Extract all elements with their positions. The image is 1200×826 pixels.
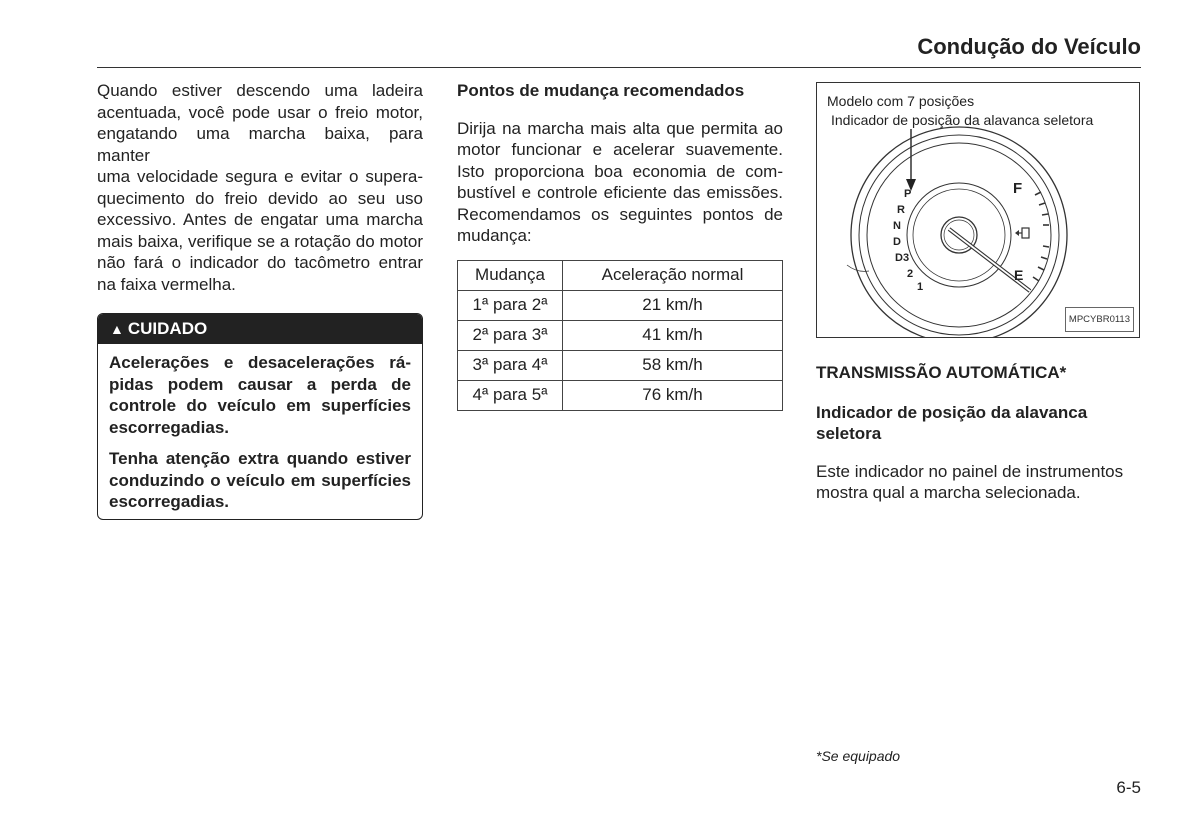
text-line: bustível e controle eficiente das emissões. xyxy=(457,183,783,202)
caution-paragraph-2 xyxy=(109,448,411,513)
text-line: pidas podem causar a perda de xyxy=(109,374,411,394)
text-line: escorregadias. xyxy=(109,417,230,437)
shift-points-paragraph xyxy=(457,118,783,247)
section-title: TRANSMISSÃO AUTOMÁTICA* xyxy=(816,363,1067,382)
text-line: uma velocidade segura e evitar o supera- xyxy=(97,167,423,186)
fuel-full-label: F xyxy=(1013,180,1023,197)
text-line: na faixa vermelha. xyxy=(97,274,236,294)
table-row xyxy=(458,380,783,410)
subsection-title xyxy=(816,402,1142,445)
figure-code: MPCYBR0113 xyxy=(1065,307,1134,333)
caution-title: CUIDADO xyxy=(127,319,208,338)
intro-paragraph xyxy=(97,80,423,295)
indicator-paragraph xyxy=(816,461,1142,504)
text-line: conduzindo o veículo em superfícies xyxy=(109,470,411,490)
table-cell: 58 km/h xyxy=(563,350,783,380)
caution-header xyxy=(98,314,422,344)
fuel-pump-icon xyxy=(1015,228,1029,238)
text-line: mostra qual a marcha selecionada. xyxy=(816,483,1081,502)
text-line: motor funcionar e acelerar suavemente. xyxy=(457,140,783,159)
text-line: Quando estiver descendo uma ladeira xyxy=(97,81,423,100)
fuel-empty-label: E xyxy=(1014,267,1024,283)
text-line: Este indicador no painel de instrumentos xyxy=(816,461,1124,481)
column-left xyxy=(97,80,423,520)
text-line: Recomendamos os seguintes pontos de xyxy=(457,204,783,224)
text-line: acentuada, você pode usar o freio motor, xyxy=(97,102,423,122)
table-cell: 3ª para 4ª xyxy=(458,350,563,380)
gear-letter-n: N xyxy=(893,220,901,232)
table-cell: 1ª para 2ª xyxy=(458,290,563,320)
gear-letter-r: R xyxy=(897,204,905,216)
text-line: mais baixa, verifique se a rotação do motor xyxy=(97,231,423,251)
text-line: controle do veículo em superfícies xyxy=(109,396,411,415)
footnote: *Se equipado xyxy=(816,748,901,764)
text-line: escorregadias. xyxy=(109,492,230,511)
gear-letter-1: 1 xyxy=(917,281,924,293)
gear-letter-d3: D3 xyxy=(895,252,910,264)
caution-box xyxy=(97,313,423,520)
table-header-cell: Aceleração normal xyxy=(563,260,783,290)
header-rule xyxy=(97,67,1141,68)
table-row xyxy=(458,290,783,320)
text-line: não fará o indicador do tacômetro entrar xyxy=(97,253,423,272)
text-line: Dirija na marcha mais alta que permita ao xyxy=(457,118,783,138)
text-line: Isto proporciona boa economia de com- xyxy=(457,161,783,181)
column-middle xyxy=(457,80,783,411)
text-line: mudança: xyxy=(457,226,532,245)
gear-letter-p: P xyxy=(904,188,912,200)
text-line: Indicador de posição da alavanca xyxy=(816,402,1088,422)
text-line: quecimento do freio devido ao seu uso xyxy=(97,188,423,208)
gear-letter-2: 2 xyxy=(907,268,914,280)
shift-points-table xyxy=(457,260,783,411)
column-right xyxy=(816,80,1142,504)
text-line: seletora xyxy=(816,424,882,443)
text-line: Tenha atenção extra quando estiver xyxy=(109,449,411,468)
text-line: engatando uma marcha baixa, para manter xyxy=(97,124,423,165)
shift-points-heading: Pontos de mudança recomendados xyxy=(457,81,745,100)
page-header-title: Condução do Veículo xyxy=(917,34,1141,59)
table-header-row xyxy=(458,260,783,290)
figure-label-model: Modelo com 7 posições xyxy=(827,93,975,109)
text-line: excessivo. Antes de engatar uma marcha xyxy=(97,210,423,229)
table-cell: 41 km/h xyxy=(563,320,783,350)
table-cell: 4ª para 5ª xyxy=(458,380,563,410)
gear-letter-d: D xyxy=(893,236,901,248)
caution-paragraph-1 xyxy=(109,352,411,438)
figure-label-indicator: Indicador de posição da alavanca seletora xyxy=(831,112,1094,128)
page-number: 6-5 xyxy=(1116,778,1141,797)
text-line: Acelerações e desacelerações rá- xyxy=(109,353,411,372)
table-cell: 21 km/h xyxy=(563,290,783,320)
table-header-cell: Mudança xyxy=(458,260,563,290)
gear-indicator-figure xyxy=(816,82,1140,338)
table-row xyxy=(458,320,783,350)
table-cell: 2ª para 3ª xyxy=(458,320,563,350)
warning-triangle-icon: ▲ xyxy=(110,321,124,337)
caution-body xyxy=(98,344,422,519)
table-row xyxy=(458,350,783,380)
table-cell: 76 km/h xyxy=(563,380,783,410)
